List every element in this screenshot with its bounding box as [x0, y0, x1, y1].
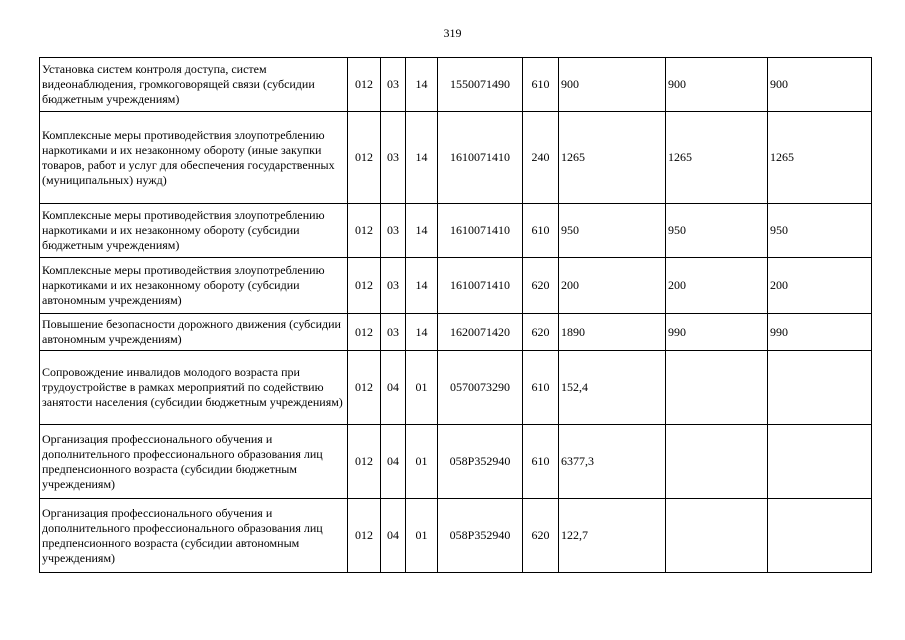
section-code: 04	[381, 351, 406, 425]
subsection-code: 14	[406, 112, 438, 204]
ministry-code: 012	[348, 425, 381, 499]
row-description: Комплексные меры противодействия злоупотреблению наркотиками и их незаконному обороту (субсидии бюджетным учреждениям)	[40, 204, 348, 258]
ministry-code: 012	[348, 499, 381, 573]
row-description: Повышение безопасности дорожного движения (субсидии автономным учреждениям)	[40, 314, 348, 351]
table-row	[40, 112, 872, 204]
row-description: Организация профессионального обучения и дополнительного профессионального образования лиц предпенсионного возраста (субсидии бюджетным учреждениям)	[40, 425, 348, 499]
subsection-code: 14	[406, 258, 438, 314]
row-description: Сопровождение инвалидов молодого возраста при трудоустройстве в рамках мероприятий по содействию занятости населения (субсидии бюджетным учреждениям)	[40, 351, 348, 425]
amount-2: 200	[666, 258, 768, 314]
subsection-code: 01	[406, 425, 438, 499]
row-description: Комплексные меры противодействия злоупотреблению наркотиками и их незаконному обороту (субсидии автономным учреждениям)	[40, 258, 348, 314]
amount-1: 900	[559, 58, 666, 112]
amount-2: 950	[666, 204, 768, 258]
amount-2: 990	[666, 314, 768, 351]
target-article-code: 058P352940	[438, 499, 523, 573]
table-row	[40, 499, 872, 573]
target-article-code: 1610071410	[438, 258, 523, 314]
amount-2: 900	[666, 58, 768, 112]
table-row	[40, 258, 872, 314]
section-code: 04	[381, 499, 406, 573]
target-article-code: 1550071490	[438, 58, 523, 112]
ministry-code: 012	[348, 314, 381, 351]
section-code: 03	[381, 204, 406, 258]
amount-3	[768, 351, 872, 425]
target-article-code: 1610071410	[438, 112, 523, 204]
amount-3	[768, 499, 872, 573]
target-article-code: 1620071420	[438, 314, 523, 351]
expense-type-code: 620	[523, 258, 559, 314]
table-row	[40, 58, 872, 112]
ministry-code: 012	[348, 58, 381, 112]
section-code: 04	[381, 425, 406, 499]
expense-type-code: 240	[523, 112, 559, 204]
row-description: Комплексные меры противодействия злоупотреблению наркотиками и их незаконному обороту (иные закупки товаров, работ и услуг для обеспечения государственных (муниципальных) нужд)	[40, 112, 348, 204]
expense-type-code: 610	[523, 204, 559, 258]
expense-type-code: 610	[523, 351, 559, 425]
section-code: 03	[381, 112, 406, 204]
table-row	[40, 425, 872, 499]
subsection-code: 14	[406, 204, 438, 258]
target-article-code: 0570073290	[438, 351, 523, 425]
expense-type-code: 610	[523, 58, 559, 112]
amount-3: 950	[768, 204, 872, 258]
expense-type-code: 620	[523, 499, 559, 573]
amount-2	[666, 425, 768, 499]
row-description: Организация профессионального обучения и дополнительного профессионального образования лиц предпенсионного возраста (субсидии автономным учреждениям)	[40, 499, 348, 573]
amount-3	[768, 425, 872, 499]
budget-table-body	[40, 58, 872, 573]
target-article-code: 058P352940	[438, 425, 523, 499]
amount-2	[666, 499, 768, 573]
ministry-code: 012	[348, 258, 381, 314]
ministry-code: 012	[348, 351, 381, 425]
section-code: 03	[381, 258, 406, 314]
subsection-code: 14	[406, 58, 438, 112]
amount-2	[666, 351, 768, 425]
table-row	[40, 351, 872, 425]
amount-3: 990	[768, 314, 872, 351]
amount-1: 122,7	[559, 499, 666, 573]
amount-1: 1890	[559, 314, 666, 351]
amount-1: 6377,3	[559, 425, 666, 499]
amount-3: 1265	[768, 112, 872, 204]
expense-type-code: 620	[523, 314, 559, 351]
amount-1: 950	[559, 204, 666, 258]
row-description: Установка систем контроля доступа, систем видеонаблюдения, громкоговорящей связи (субсидии бюджетным учреждениям)	[40, 58, 348, 112]
page-number: 319	[443, 26, 462, 40]
amount-1: 200	[559, 258, 666, 314]
amount-3: 900	[768, 58, 872, 112]
table-row	[40, 204, 872, 258]
expense-type-code: 610	[523, 425, 559, 499]
budget-table	[39, 57, 872, 573]
amount-3: 200	[768, 258, 872, 314]
amount-2: 1265	[666, 112, 768, 204]
amount-1: 152,4	[559, 351, 666, 425]
section-code: 03	[381, 58, 406, 112]
ministry-code: 012	[348, 204, 381, 258]
target-article-code: 1610071410	[438, 204, 523, 258]
ministry-code: 012	[348, 112, 381, 204]
amount-1: 1265	[559, 112, 666, 204]
table-row	[40, 314, 872, 351]
subsection-code: 01	[406, 351, 438, 425]
subsection-code: 01	[406, 499, 438, 573]
section-code: 03	[381, 314, 406, 351]
subsection-code: 14	[406, 314, 438, 351]
